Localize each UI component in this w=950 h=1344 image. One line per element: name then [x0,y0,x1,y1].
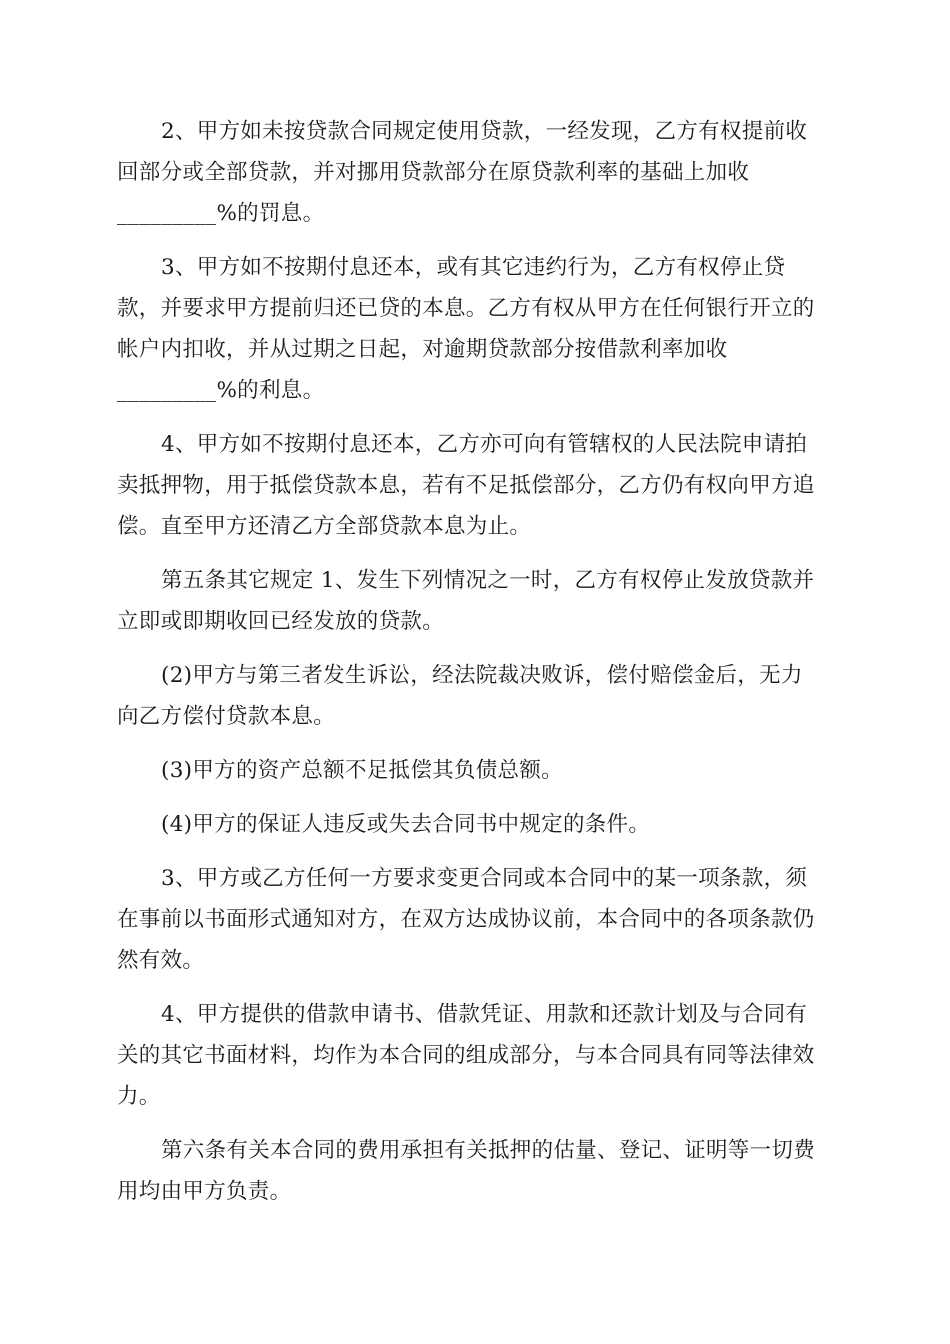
text-line: 用均由甲方负责。 [117,1179,292,1204]
text-line: 第五条其它规定 1、发生下列情况之一时，乙方有权停止发放贷款并 [161,568,815,593]
text-line: 力。 [117,1084,161,1109]
item-3-insufficient-assets [117,750,833,791]
paragraph-3-contract-change [117,858,833,981]
document-body [117,111,833,1212]
text-line: 回部分或全部贷款，并对挪用贷款部分在原贷款利率的基础上加收 [117,160,750,185]
text-line: 2、甲方如未按贷款合同规定使用贷款，一经发现，乙方有权提前收 [161,119,808,144]
text-line: 立即或即期收回已经发放的贷款。 [117,609,445,634]
text-line: 3、甲方如不按期付息还本，或有其它违约行为，乙方有权停止贷 [161,255,786,280]
text-line: 关的其它书面材料，均作为本合同的组成部分，与本合同具有同等法律效 [117,1043,815,1068]
article-5-other-provisions [117,560,833,642]
text-line: 帐户内扣收，并从过期之日起，对逾期贷款部分按借款利率加收 [117,337,728,362]
text-line: 4、甲方提供的借款申请书、借款凭证、用款和还款计划及与合同有 [161,1002,808,1027]
paragraph-3-default-interest [117,247,833,411]
text-line: 向乙方偿付贷款本息。 [117,704,336,729]
text-line: (4)甲方的保证人违反或失去合同书中规定的条件。 [161,812,651,837]
text-line: 4、甲方如不按期付息还本，乙方亦可向有管辖权的人民法院申请拍 [161,432,808,457]
paragraph-4-court-auction [117,424,833,547]
text-line: (2)甲方与第三者发生诉讼，经法院裁决败诉，偿付赔偿金后，无力 [161,663,803,688]
text-line: (3)甲方的资产总额不足抵偿其负债总额。 [161,758,563,783]
item-4-guarantor-breach [117,804,833,845]
article-6-fees [117,1130,833,1212]
text-line: 第六条有关本合同的费用承担有关抵押的估量、登记、证明等一切费 [161,1138,816,1163]
text-line: 卖抵押物，用于抵偿贷款本息，若有不足抵偿部分，乙方仍有权向甲方追 [117,473,815,498]
text-line: 3、甲方或乙方任何一方要求变更合同或本合同中的某一项条款，须 [161,866,808,891]
paragraph-2-early-recall [117,111,833,234]
text-line: _________%的罚息。 [117,201,325,226]
text-line: _________%的利息。 [117,378,325,403]
text-line: 然有效。 [117,948,205,973]
paragraph-4-supporting-documents [117,994,833,1117]
item-2-litigation [117,655,833,737]
text-line: 偿。直至甲方还清乙方全部贷款本息为止。 [117,514,532,539]
text-line: 在事前以书面形式通知对方，在双方达成协议前，本合同中的各项条款仍 [117,907,815,932]
text-line: 款，并要求甲方提前归还已贷的本息。乙方有权从甲方在任何银行开立的 [117,296,815,321]
